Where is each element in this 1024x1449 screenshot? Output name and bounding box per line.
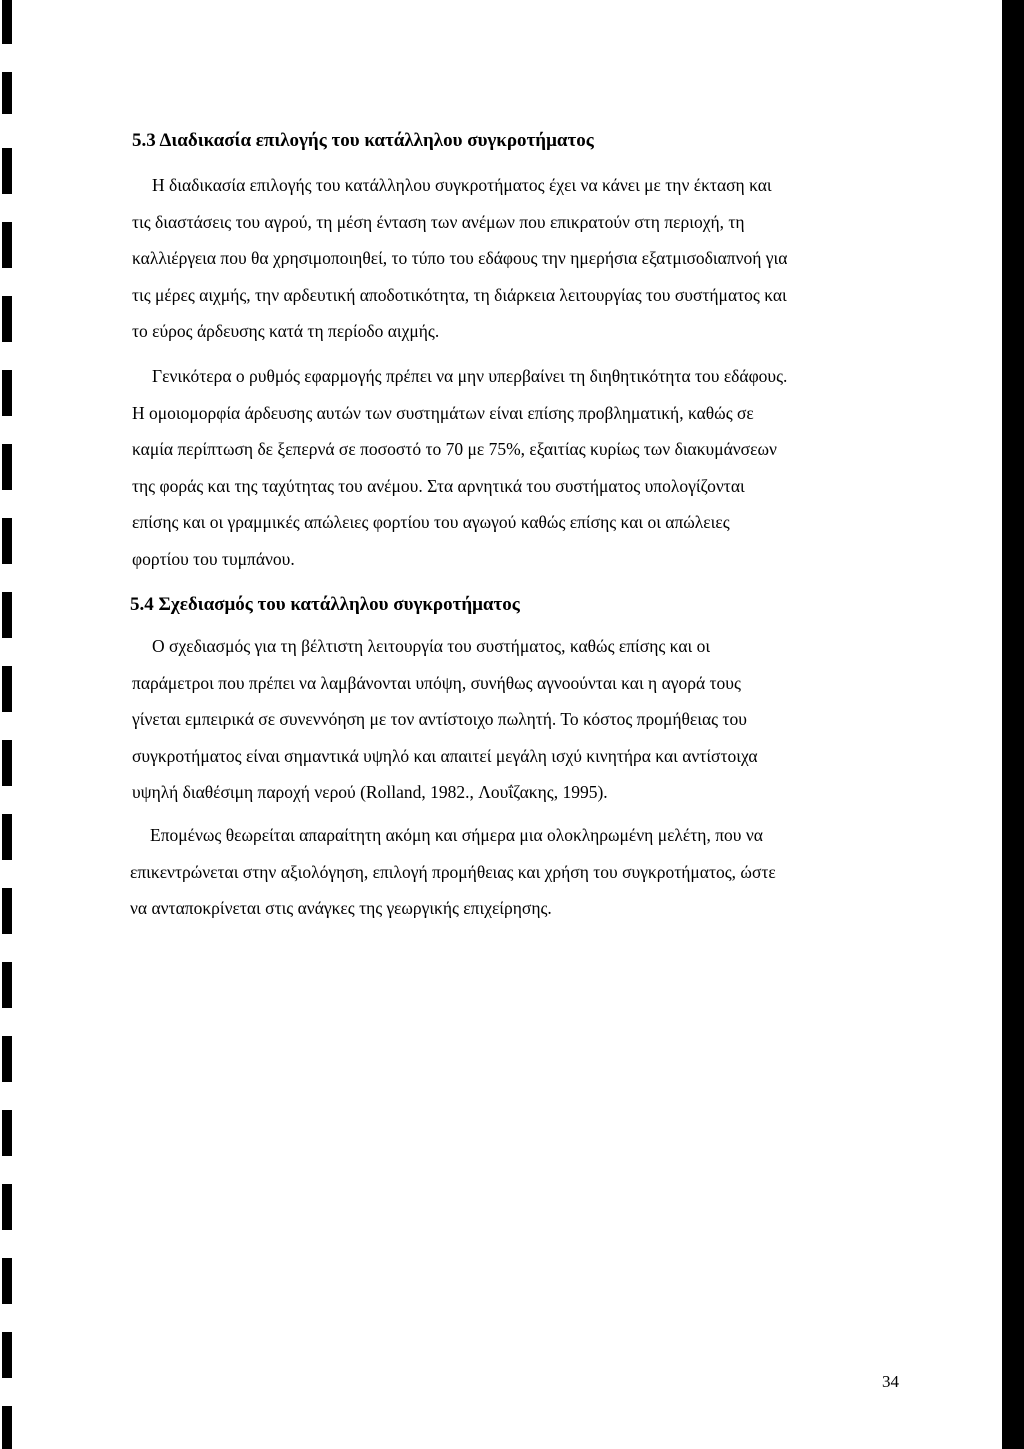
- perforation-mark: [2, 1406, 12, 1449]
- paragraph-application-rate: [132, 358, 908, 578]
- perforation-mark: [2, 1258, 12, 1304]
- text-line: να ανταποκρίνεται στις ανάγκες της γεωργικής επιχείρησης.: [130, 898, 552, 919]
- text-line: Η ομοιομορφία άρδευσης αυτών των συστημάτων είναι επίσης προβληματική, καθώς σε: [132, 402, 754, 423]
- perforation-mark: [2, 814, 12, 860]
- text-line: τις μέρες αιχμής, την αρδευτική αποδοτικότητα, τη διάρκεια λειτουργίας του συστήματος και: [132, 284, 787, 305]
- text-line: Επομένως θεωρείται απαραίτητη ακόμη και σήμερα μια ολοκληρωμένη μελέτη, που να: [150, 825, 763, 845]
- paragraph-conclusion: [130, 817, 906, 927]
- text-line: επίσης και οι γραμμικές απώλειες φορτίου του αγωγού καθώς επίσης και οι απώλειες: [132, 512, 730, 533]
- perforation-mark: [2, 1036, 12, 1082]
- page-number: 34: [882, 1372, 899, 1391]
- text-line: Η διαδικασία επιλογής του κατάλληλου συγκροτήματος έχει να κάνει με την έκταση και: [152, 175, 772, 195]
- paragraph-selection-process: [132, 167, 908, 350]
- perforation-mark: [2, 888, 12, 934]
- perforation-mark: [2, 148, 12, 194]
- perforation-mark: [2, 518, 12, 564]
- perforation-mark: [2, 1184, 12, 1230]
- text-line: τις διαστάσεις του αγρού, τη μέση ένταση των ανέμων που επικρατούν στη περιοχή, τη: [132, 211, 745, 232]
- text-line: το εύρος άρδευσης κατά τη περίοδο αιχμής.: [132, 321, 440, 342]
- perforation-mark: [2, 740, 12, 786]
- text-line: υψηλή διαθέσιμη παροχή νερού (Rolland, 1982., Λουΐζακης, 1995).: [132, 782, 608, 803]
- section-heading-5-4: 5.4 Σχεδιασμός του κατάλληλου συγκροτήματος: [130, 594, 520, 615]
- film-strip-left: [0, 0, 14, 1449]
- perforation-mark: [2, 1110, 12, 1156]
- perforation-mark: [2, 222, 12, 268]
- perforation-mark: [2, 1332, 12, 1378]
- text-line: Ο σχεδιασμός για τη βέλτιστη λειτουργία του συστήματος, καθώς επίσης και οι: [152, 636, 711, 656]
- perforation-mark: [2, 0, 12, 44]
- perforation-mark: [2, 962, 12, 1008]
- text-line: παράμετροι που πρέπει να λαμβάνονται υπόψη, συνήθως αγνοούνται και η αγορά τους: [132, 672, 741, 693]
- text-line: καμία περίπτωση δε ξεπερνά σε ποσοστό το 70 με 75%, εξαιτίας κυρίως των διακυμάνσεων: [132, 439, 777, 460]
- text-line: Γενικότερα ο ρυθμός εφαρμογής πρέπει να μην υπερβαίνει τη διηθητικότητα του εδάφους.: [152, 366, 788, 386]
- perforation-mark: [2, 444, 12, 490]
- film-strip-right: [1002, 0, 1024, 1449]
- paragraph-design: [132, 628, 908, 811]
- section-heading-5-3: 5.3 Διαδικασία επιλογής του κατάλληλου συγκροτήματος: [132, 130, 594, 151]
- perforation-mark: [2, 370, 12, 416]
- text-line: επικεντρώνεται στην αξιολόγηση, επιλογή προμήθειας και χρήση του συγκροτήματος, ώστε: [130, 861, 776, 882]
- text-line: γίνεται εμπειρικά σε συνεννόηση με τον αντίστοιχο πωλητή. Το κόστος προμήθειας του: [132, 709, 747, 730]
- text-line: φορτίου του τυμπάνου.: [132, 548, 295, 569]
- text-line: συγκροτήματος είναι σημαντικά υψηλό και απαιτεί μεγάλη ισχύ κινητήρα και αντίστοιχα: [132, 745, 758, 766]
- perforation-mark: [2, 666, 12, 712]
- perforation-mark: [2, 72, 12, 114]
- text-line: της φοράς και της ταχύτητας του ανέμου. Στα αρνητικά του συστήματος υπολογίζονται: [132, 475, 745, 496]
- film-edge-bar: [1002, 0, 1024, 1449]
- text-line: καλλιέργεια που θα χρησιμοποιηθεί, το τύπο του εδάφους την ημερήσια εξατμισοδιαπνοή για: [132, 248, 788, 269]
- perforation-mark: [2, 592, 12, 638]
- perforation-mark: [2, 296, 12, 342]
